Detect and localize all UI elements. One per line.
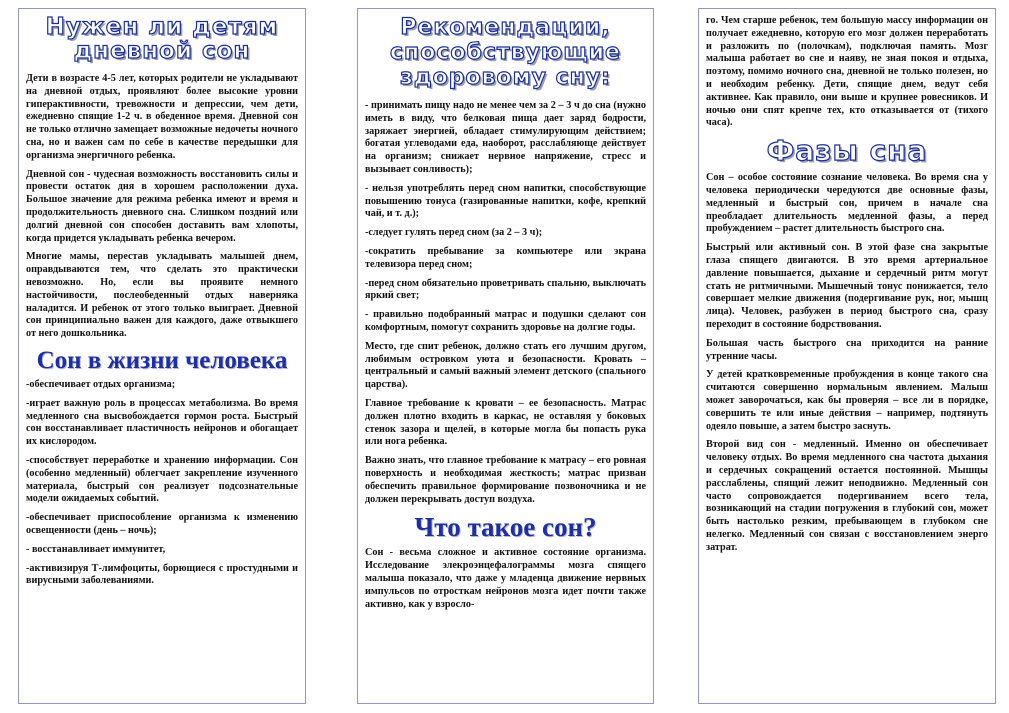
paragraph: го. Чем старше ребенок, тем большую массу информации он получает ежедневно, которую его мозг должен переработать и разложить по (полочкам), подключая память. Мозг малыша работает во сне и наяву, не зная покоя и отдыха, поэтому, помимо ночного сна, дневной не только полезен, но и необходим ребенку. Дети, спящие днем, ведут себя активнее. Как правило, они выше и крупнее ровесников. И ночью они спят крепче тех, кто отказывается от (тихого часа). <box>706 15 988 129</box>
recommendation-item: - принимать пищу надо не менее чем за 2 – 3 ч до сна (нужно иметь в виду, что белковая пища дает заряд бодрости, заряжает энергией, обладает стимулирующим действием; богатая углеводами еда, наоборот, расслабляюще действует на организм; снижает нервное напряжение, стресс и вызывает сонливость); <box>365 100 646 175</box>
recommendation-item: - нельзя употреблять перед сном напитки, способствующие повышению тонуса (газированные напитки, кофе, крепкий чай, и т. д.); <box>365 182 646 220</box>
daytime-sleep-title: Нужен ли детям дневной сон <box>45 14 279 64</box>
panel-left <box>18 8 306 704</box>
recommendations-title: Рекомендации, способствующие здоровому сну: <box>390 15 621 90</box>
list-item: -активизируя Т-лимфоциты, борющиеся с простудными и вирусными заболеваниями. <box>26 562 298 587</box>
paragraph: Быстрый или активный сон. В этой фазе сна закрытые глаза спящего двигаются. В это время артериальное давление повышается, дыхание и сердечный ритм могут стать не ритмичными. Мышечный тонус понижается, тело совершает мелкие движения (подергивание рук, ног, мышц лица). Человек, разбужен в период быстрого сна, сразу переходит в состояние бодрствования. <box>706 242 988 330</box>
panel-middle <box>357 8 654 704</box>
recommendation-item: -следует гулять перед сном (за 2 – 3 ч); <box>365 227 543 239</box>
list-item: -играет важную роль в процессах метаболизма. Во время медленного сна высвобождается гормон роста. Быстрый сон восстанавливает пластичность нейронов и обогащает их кислородом. <box>26 397 298 448</box>
list-item: -обеспечивает приспособление организма к изменению освещенности (день – ночь); <box>26 512 298 536</box>
recommendation-item: - правильно подобранный матрас и подушки сделают сон комфортным, помогут сохранить здоровье на долгие годы. <box>365 309 646 333</box>
paragraph: Многие мамы, перестав укладывать малышей днем, оправдываются тем, что сделать это практически невозможно. Но, если вы проявите немного настойчивости, послеобеденный отдых наверняка наладится. И ребенок от этого только выиграет. Дневной сон принципиально важен для каждого, даже отвыкшего от него дошкольника. <box>26 251 298 340</box>
panel-right <box>698 8 996 704</box>
paragraph: Важно знать, что главное требование к матрасу – его ровная поверхность и необходимая жесткость; матрас призван обеспечить правильное формирование позвоночника и не должен перекрывать доступ воздуха. <box>365 455 646 505</box>
paragraph: Большая часть быстрого сна приходится на ранние утренние часы. <box>706 337 988 362</box>
paragraph: Дети в возрасте 4-5 лет, которых родители не укладывают на дневной отдых, проявляют более высокие уровни гиперактивности, тревожности и депрессии, чем дети, ежедневно спящие 1-2 ч. в обеденное время. Дневной сон не только отлично замещает возможные недочеты ночного сна, но и важен сам по себе в качестве передышки для организма энергичного ребенка. <box>26 73 298 161</box>
paragraph: Место, где спит ребенок, должно стать его лучшим другом, любимым островком уюта и безопасности. Кровать – центральный и самый важный элемент детского (спального царства). <box>365 340 646 391</box>
recommendation-item: -перед сном обязательно проветривать спальню, выключать яркий свет; <box>365 277 646 302</box>
sleep-in-life-subtitle: Сон в жизни человека <box>36 346 288 374</box>
list-item: - восстанавливает иммунитет, <box>26 543 166 555</box>
recommendation-item: -сократить пребывание за компьютере или экрана телевизора перед сном; <box>365 245 646 270</box>
what-is-sleep-subtitle: Что такое сон? <box>414 512 597 543</box>
paragraph: Главное требование к кровати – ее безопасность. Матрас должен плотно входить в каркас, не оставляя у боковых стенок зазора и щелей, в которые могла бы попасть рука или нога ребенка. <box>365 397 646 448</box>
list-item: -обеспечивает отдых организма; <box>26 378 176 390</box>
list-item: -способствует переработке и хранению информации. Сон (особенно медленный) облегчает закрепление изученного материала, быстрый сон реализует подсознательные модели ожидаемых событий. <box>26 454 298 505</box>
paragraph: У детей кратковременные пробуждения в конце такого сна считаются совершенно нормальным явлением. Малыш может заворочаться, как бы проверяя – все ли в порядке, совершить те или иные действия – например, подтянуть одеяло повыше, а затем быстро заснуть. <box>706 369 988 432</box>
paragraph: Сон – особое состояние сознание человека. Во время сна у человека периодически чередуются две основные фазы, медленный и быстрый сон, причем в начале сна преобладает длительность медленной фазы, а перед пробуждением – растет длительность быстрого сна. <box>706 172 988 235</box>
paragraph: Второй вид сон - медленный. Именно он обеспечивает человеку отдых. Во время медленного сна частота дыхания и сердечных сокращений остается постоянной. Мышцы расслаблены, спящий лежит неподвижно. Медленный сон часто сопровождается подергиванием всего тела, возникающий на стадии погружения в глубокий сон, может быть настолько резким, пребывающем в глубоком сне нелегко. Медленный сон связан с восстановлением энерго затрат. <box>706 439 988 553</box>
paragraph: Сон - весьма сложное и активное состояние организма. Исследование элекроэнцефалограммы мозга спящего малыша показало, что даже у младенца движение нервных импульсов по отросткам нейронов мозга идет почти также активно, как у взросло- <box>365 547 646 610</box>
paragraph: Дневной сон - чудесная возможность восстановить силы и провести остаток дня в хорошем расположении духа. Большое значение для режима ребенка имеют и время и продолжительность дневного сна. Слишком поздний или долгий дневной сон способен доставить вам хлопоты, когда придется укладывать ребенка вечером. <box>26 168 298 244</box>
sleep-phases-title: Фазы сна <box>766 134 928 168</box>
